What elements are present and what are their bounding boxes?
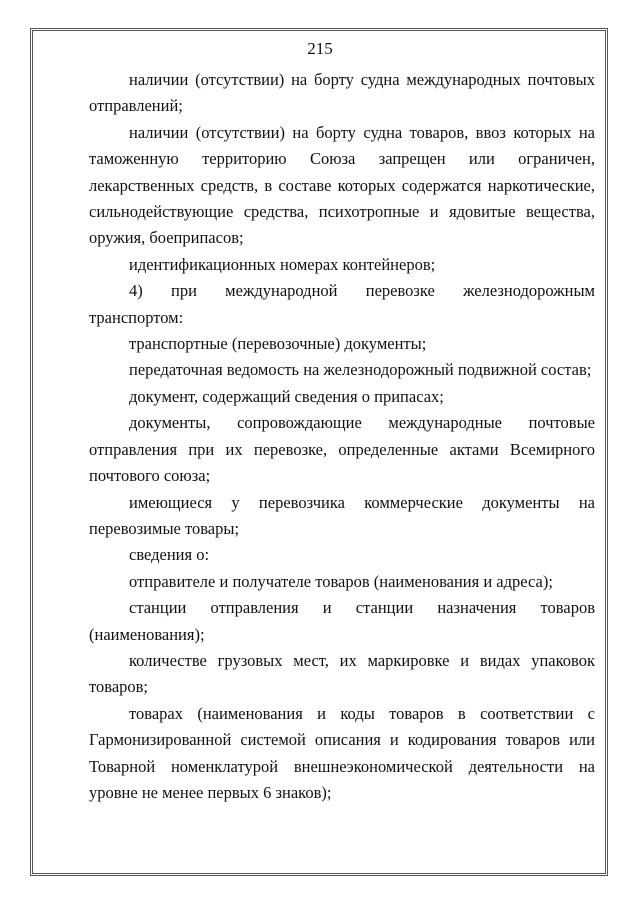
paragraph-9: имеющиеся у перевозчика коммерческие документы на перевозимые товары;	[89, 492, 595, 538]
paragraph-13: количестве грузовых мест, их маркировке и видах упаковок товаров;	[89, 650, 595, 697]
paragraph-5: транспортные (перевозочные) документы;	[129, 334, 427, 354]
paragraph-2: наличии (отсутствии) на борту судна товаров, ввоз которых на таможенную территорию Союза запрещен или ограничен, лекарственных средств, в составе которых содержатся наркотические, сильнодействующие средства, психотропные и ядовитые вещества, оружия, боеприпасов;	[89, 122, 595, 248]
paragraph-4: 4) при международной перевозке железнодорожным транспортом:	[89, 281, 595, 327]
paragraph-3: идентификационных номерах контейнеров;	[129, 254, 436, 274]
paragraph-12: станции отправления и станции назначения товаров (наименования);	[89, 598, 595, 644]
paragraph-7: документ, содержащий сведения о припасах;	[129, 386, 444, 406]
paragraph-14: товарах (наименования и коды товаров в соответствии с Гармонизированной системой описания и кодирования товаров или Товарной номенклатурой внешнеэкономической деятельности на уровне не менее первых 6 знаков);	[89, 703, 595, 802]
paragraph-8: документы, сопровождающие международные почтовые отправления при их перевозке, определенные актами Всемирного почтового союза;	[89, 413, 595, 486]
paragraph-1: наличии (отсутствии) на борту судна международных почтовых отправлений;	[89, 70, 595, 116]
paragraph-6: передаточная ведомость на железнодорожный подвижной состав;	[129, 360, 592, 380]
document-body	[89, 67, 595, 806]
paragraph-11: отправителе и получателе товаров (наименования и адреса);	[129, 571, 553, 591]
page-number: 215	[307, 39, 333, 58]
paragraph-10: сведения о:	[129, 545, 210, 565]
